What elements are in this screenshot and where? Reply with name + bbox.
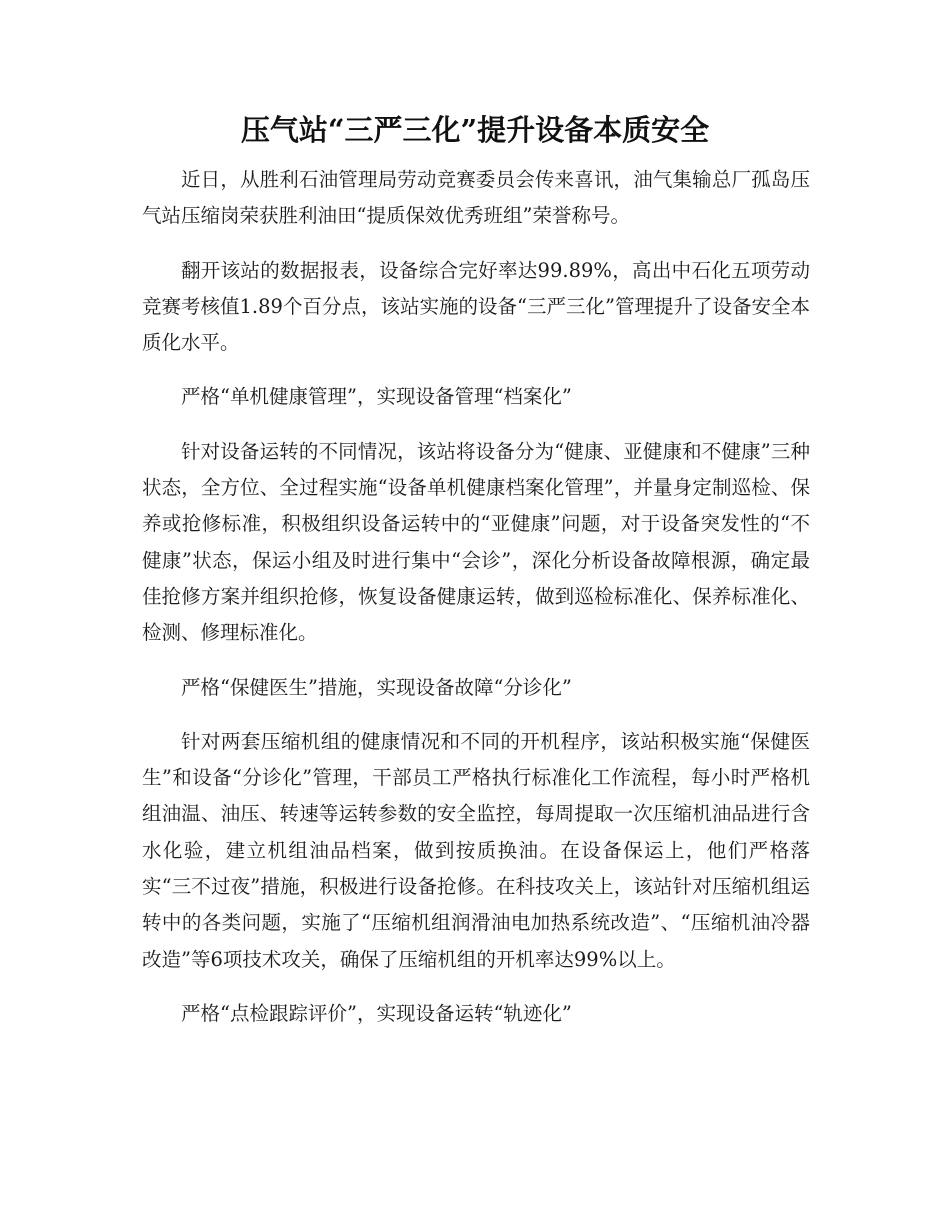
section-body-triage: 针对两套压缩机组的健康情况和不同的开机程序，该站积极实施“保健医生”和设备“分诊化”管理，干部员工严格执行标准化工作流程，每小时严格机组油温、油压、转速等运转参数的安全监控，每周提取一次压缩机油品进行含水化验，建立机组油品档案，做到按质换油。在设备保运上，他们严格落实“三不过夜”措施，积极进行设备抢修。在科技攻关上，该站针对压缩机组运转中的各类问题，实施了“压缩机组润滑油电加热系统改造”、“压缩机油冷器改造”等6项技术攻关，确保了压缩机组的开机率达99%以上。 xyxy=(142,729,810,971)
section-heading-trajectory: 严格“点检跟踪评价”，实现设备运转“轨迹化” xyxy=(181,1001,572,1025)
section-body-archive: 针对设备运转的不同情况，该站将设备分为“健康、亚健康和不健康”三种状态，全方位、全过程实施“设备单机健康档案化管理”，并量身定制巡检、保养或抢修标准，积极组织设备运转中的“亚健康”问题，对于设备突发性的“不健康”状态，保运小组及时进行集中“会诊”，深化分析设备故障根源，确定最佳抢修方案并组织抢修，恢复设备健康运转，做到巡检标准化、保养标准化、检测、修理标准化。 xyxy=(142,439,810,645)
article-body xyxy=(142,162,810,1050)
section-heading-triage: 严格“保健医生”措施，实现设备故障“分诊化” xyxy=(181,675,572,699)
intro-paragraph-2: 翻开该站的数据报表，设备综合完好率达99.89%，高出中石化五项劳动竞赛考核值1.89个百分点，该站实施的设备“三严三化”管理提升了设备安全本质化水平。 xyxy=(142,258,810,355)
section-heading-archive: 严格“单机健康管理”，实现设备管理“档案化” xyxy=(181,385,572,409)
intro-paragraph-1: 近日，从胜利石油管理局劳动竞赛委员会传来喜讯，油气集输总厂孤岛压气站压缩岗荣获胜利油田“提质保效优秀班组”荣誉称号。 xyxy=(142,168,810,228)
article-title: 压气站“三严三化”提升设备本质安全 xyxy=(240,113,710,147)
